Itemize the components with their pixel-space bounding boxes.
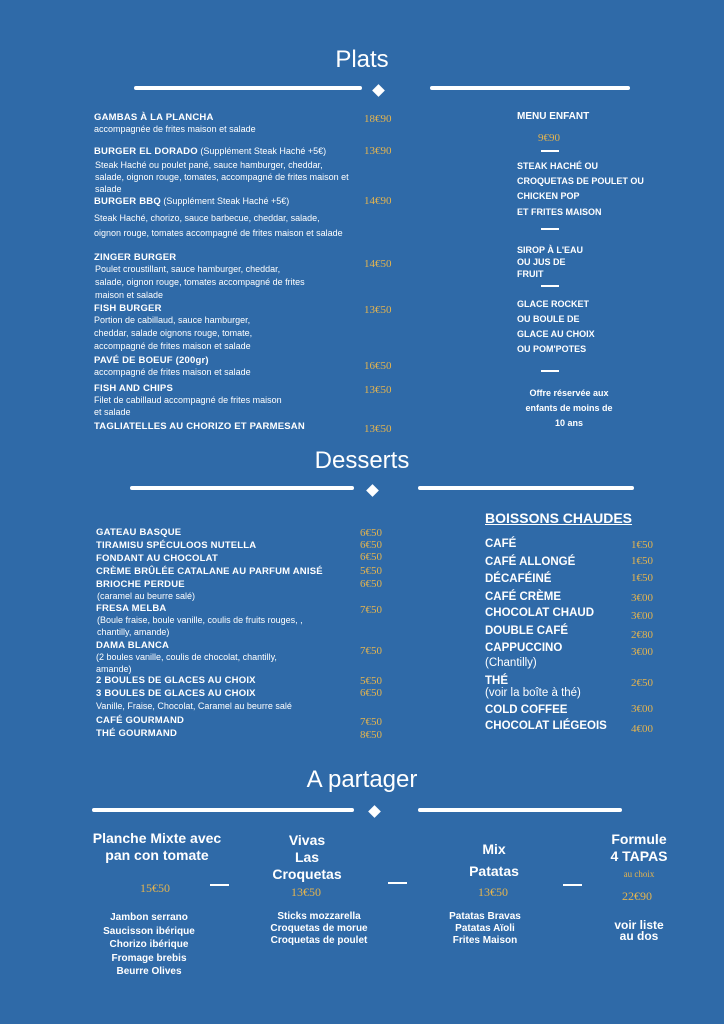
plat-name: GAMBAS À LA PLANCHA	[94, 112, 214, 123]
menu-enfant-dessert	[517, 297, 595, 357]
menu-enfant-drink-line: SIROP À L'EAU	[517, 245, 583, 255]
menu-enfant-note-line: Offre réservée aux	[529, 388, 609, 398]
boisson-price: 4€00	[631, 723, 653, 735]
share-list-item: Chorizo ibérique	[109, 939, 189, 950]
plat-item	[94, 355, 354, 378]
share-title-line: Patatas	[469, 863, 519, 879]
dessert-price: 7€50	[360, 604, 382, 616]
plat-name: ZINGER BURGER	[94, 252, 177, 263]
dessert-item	[96, 688, 336, 712]
dash-separator	[541, 370, 559, 372]
boisson-price: 3€00	[631, 610, 653, 622]
dessert-price: 5€50	[360, 565, 382, 577]
share-list-item: Beurre Olives	[116, 966, 182, 977]
share-list-item: Frites Maison	[452, 935, 518, 946]
share-title-line: Vivas	[288, 832, 326, 848]
divider-line-right	[418, 486, 634, 490]
share-list-item: Fromage brebis	[111, 952, 187, 964]
dessert-price: 6€50	[360, 551, 382, 563]
share-list-item: Patatas Aïoli	[455, 923, 515, 934]
boisson-name: THÉ	[485, 675, 508, 687]
section-title-desserts: Desserts	[314, 447, 410, 474]
boisson-name: CAFÉ	[485, 538, 517, 550]
share-list-item: Croquetas de morue	[270, 923, 368, 934]
boisson-name: COLD COFFEE	[485, 704, 568, 716]
boisson-name: CHOCOLAT CHAUD	[485, 607, 595, 619]
plat-item	[94, 252, 309, 302]
menu-enfant-main-line: CHICKEN POP	[517, 191, 580, 201]
share-price: 13€50	[291, 885, 321, 899]
boisson-price: 1€50	[631, 572, 653, 584]
share-list-item: au dos	[619, 929, 659, 943]
boisson-price: 2€80	[631, 629, 653, 641]
dessert-description: Vanille, Fraise, Chocolat, Caramel au beurre salé	[96, 701, 292, 711]
dessert-description: (2 boules vanille, coulis de chocolat, chantilly, amande)	[96, 652, 277, 674]
plat-description: Portion de cabillaud, sauce hamburger, cheddar, salade oignons rouge, tomate, accompagné de frites maison et salade	[94, 315, 253, 351]
dessert-item	[96, 579, 336, 602]
share-title-line: Formule	[611, 831, 667, 847]
menu-enfant-side: ET FRITES MAISON	[517, 207, 602, 217]
dessert-name: GATEAU BASQUE	[96, 527, 182, 538]
menu-enfant-price: 9€90	[538, 132, 560, 144]
plat-name: BURGER EL DORADO	[94, 146, 198, 157]
boisson-price: 3€00	[631, 646, 653, 658]
menu-enfant-drink	[517, 244, 583, 280]
dessert-price: 6€50	[360, 578, 382, 590]
boisson-price: 1€50	[631, 555, 653, 567]
share-title-patatas	[444, 838, 544, 882]
share-price: 13€50	[478, 885, 508, 899]
plat-name: TAGLIATELLES AU CHORIZO ET PARMESAN	[94, 421, 305, 432]
plat-description: Filet de cabillaud accompagné de frites maison et salade	[94, 395, 282, 417]
boisson-name: CAFÉ ALLONGÉ	[485, 556, 576, 568]
boisson-name: DÉCAFÉINÉ	[485, 573, 552, 585]
dessert-name: CRÈME BRÛLÉE CATALANE AU PARFUM ANISÉ	[96, 566, 323, 577]
diamond-ornament	[368, 805, 381, 818]
share-subtitle: au choix	[623, 869, 655, 879]
plat-price: 13€90	[364, 145, 392, 157]
share-list-patatas	[430, 911, 540, 947]
plat-price: 18€90	[364, 113, 392, 125]
share-title-line: 4 TAPAS	[610, 848, 668, 864]
plat-name: FISH AND CHIPS	[94, 383, 173, 394]
menu-enfant-main	[517, 159, 644, 204]
plat-item	[94, 383, 284, 418]
plat-price: 13€50	[364, 384, 392, 396]
plat-description: accompagnée de frites maison et salade	[94, 124, 256, 134]
share-title-line: Croquetas	[272, 866, 342, 882]
plat-description: Steak Haché, chorizo, sauce barbecue, cheddar, salade, oignon rouge, tomates accompagné de frites maison et salade	[94, 213, 343, 238]
divider-line-right	[430, 86, 630, 90]
plat-name: FISH BURGER	[94, 303, 162, 314]
dessert-price: 7€50	[360, 645, 382, 657]
plat-price: 13€50	[364, 423, 392, 435]
boisson-name: DOUBLE CAFÉ	[485, 625, 569, 637]
boissons-title: BOISSONS CHAUDES	[485, 510, 633, 526]
plat-description: accompagné de frites maison et salade	[94, 367, 251, 377]
dessert-price: 5€50	[360, 675, 382, 687]
plat-extra: (Supplément Steak Haché +5€)	[197, 146, 327, 156]
share-list-item: Jambon serrano	[110, 912, 188, 923]
share-list-item: Patatas Bravas	[449, 911, 521, 922]
share-list-item: Sticks mozzarella	[277, 911, 361, 922]
dessert-name: BRIOCHE PERDUE	[96, 579, 185, 590]
boisson-price: 3€00	[631, 703, 653, 715]
boisson-price: 1€50	[631, 539, 653, 551]
diamond-ornament	[366, 484, 379, 497]
dessert-price: 8€50	[360, 729, 382, 741]
dash-separator	[563, 884, 582, 886]
dash-separator	[541, 228, 559, 230]
divider-line-left	[92, 808, 354, 812]
plat-description: Poulet croustillant, sauce hamburger, cheddar, salade, oignon rouge, tomates accompagné de frites maison et salade	[95, 264, 305, 300]
plat-item	[94, 303, 279, 353]
share-title-formule	[596, 831, 682, 865]
plat-item	[94, 141, 350, 195]
plat-price: 14€50	[364, 258, 392, 270]
dessert-name: THÉ GOURMAND	[96, 728, 178, 739]
share-price: 22€90	[622, 889, 652, 903]
divider-line-left	[130, 486, 354, 490]
plat-name: BURGER BBQ	[94, 196, 161, 207]
share-title-line: Las	[294, 849, 320, 865]
dessert-price: 6€50	[360, 539, 382, 551]
plat-item	[94, 191, 344, 241]
boisson-sub: (voir la boîte à thé)	[485, 687, 581, 699]
dessert-name: FRESA MELBA	[96, 603, 167, 614]
dessert-description: (Boule fraise, boule vanille, coulis de fruits rouges, , chantilly, amande)	[97, 615, 303, 637]
dash-separator	[541, 150, 559, 152]
share-list-item: voir liste	[614, 918, 664, 932]
menu-enfant-dessert-line: OU BOULE DE	[517, 314, 580, 324]
share-list-formule	[596, 920, 682, 942]
boisson-name: CAPPUCCINO	[485, 642, 563, 654]
dash-separator	[210, 884, 229, 886]
plat-price: 13€50	[364, 304, 392, 316]
section-title-partager: A partager	[306, 766, 418, 793]
plat-description: Steak Haché ou poulet pané, sauce hamburger, cheddar, salade, oignon rouge, tomates, accompagné de frites maison et salade	[95, 160, 349, 194]
dessert-name: 3 BOULES DE GLACES AU CHOIX	[96, 688, 256, 699]
dessert-item	[96, 640, 311, 675]
share-title-croquetas	[256, 832, 358, 883]
menu-enfant-note-line: 10 ans	[554, 418, 584, 428]
menu-enfant-note-line: enfants de moins de	[525, 403, 613, 413]
share-title-line: Mix	[482, 841, 506, 857]
share-list-item: Croquetas de poulet	[270, 935, 368, 946]
plat-extra: (Supplément Steak Haché +5€)	[160, 196, 290, 206]
dessert-name: DAMA BLANCA	[96, 640, 170, 651]
dessert-name: CAFÉ GOURMAND	[96, 715, 185, 726]
share-title-line: pan con tomate	[105, 847, 209, 863]
dessert-price: 6€50	[360, 687, 382, 699]
share-price: 15€50	[140, 881, 170, 895]
share-list-item: Saucisson ibérique	[103, 925, 195, 937]
divider-line-right	[418, 808, 622, 812]
boisson-price: 2€50	[631, 677, 653, 689]
boisson-name: CAFÉ CRÈME	[485, 591, 562, 603]
menu-enfant-drink-line: FRUIT	[517, 269, 544, 279]
boisson-price: 3€00	[631, 592, 653, 604]
plat-item	[94, 112, 354, 135]
menu-enfant-main-line: CROQUETAS DE POULET OU	[517, 176, 644, 186]
section-title-plats: Plats	[335, 46, 389, 73]
menu-enfant-dessert-line: GLACE AU CHOIX	[517, 329, 595, 339]
dessert-price: 7€50	[360, 716, 382, 728]
plat-price: 16€50	[364, 360, 392, 372]
share-list-croquetas	[254, 911, 384, 947]
menu-enfant-note	[510, 386, 628, 431]
dessert-name: TIRAMISU SPÉCULOOS NUTELLA	[96, 540, 257, 551]
dash-separator	[388, 882, 407, 884]
dessert-name: 2 BOULES DE GLACES AU CHOIX	[96, 675, 256, 686]
dessert-price: 6€50	[360, 527, 382, 539]
menu-enfant-title: MENU ENFANT	[517, 111, 590, 122]
dash-separator	[541, 285, 559, 287]
boisson-item	[485, 642, 562, 669]
menu-enfant-main-line: STEAK HACHÉ OU	[517, 161, 599, 171]
plat-item	[94, 421, 354, 432]
diamond-ornament	[372, 84, 385, 97]
dessert-item	[96, 603, 328, 638]
menu-enfant-dessert-line: OU POM'POTES	[517, 344, 587, 354]
dessert-description: (caramel au beurre salé)	[97, 591, 196, 601]
share-title-line: Planche Mixte avec	[92, 830, 222, 846]
menu-enfant-dessert-line: GLACE ROCKET	[517, 299, 589, 309]
menu-enfant-drink-line: OU JUS DE	[517, 257, 566, 267]
boisson-sub: (Chantilly)	[485, 657, 537, 669]
divider-line-left	[134, 86, 362, 90]
boisson-item	[485, 675, 581, 699]
share-title-planche	[80, 830, 234, 864]
plat-name: PAVÉ DE BOEUF (200gr)	[94, 355, 209, 366]
dessert-name: FONDANT AU CHOCOLAT	[96, 553, 219, 564]
share-list-planche	[84, 911, 214, 979]
plat-price: 14€90	[364, 195, 392, 207]
boisson-name: CHOCOLAT LIÉGEOIS	[485, 720, 607, 732]
